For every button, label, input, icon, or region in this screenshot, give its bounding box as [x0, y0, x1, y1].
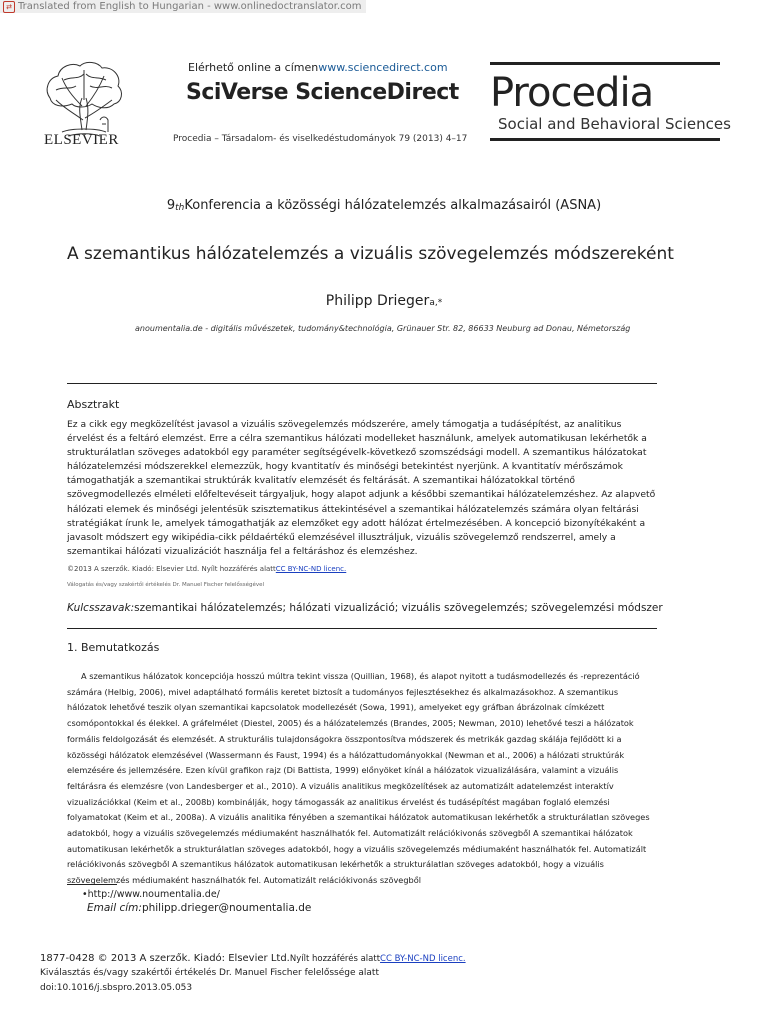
email-address[interactable]: philipp.drieger@noumentalia.de	[141, 902, 312, 914]
translate-icon: ⇄	[3, 1, 15, 13]
translator-banner[interactable]	[0, 0, 366, 13]
elsevier-wordmark: ELSEVIER	[44, 132, 119, 148]
available-prefix: Elérhető online a címen	[188, 61, 319, 74]
email-label: Email cím:	[87, 902, 142, 914]
footnote-email	[87, 902, 311, 914]
procedia-logo-title: Procedia	[490, 70, 654, 116]
footnote-url[interactable]: •http://www.noumentalia.de/	[82, 889, 220, 900]
peer-review-line: Válogatás és/vagy szakértői értékelés Dr. Manuel Fischer felelősségével	[67, 582, 265, 588]
author-line	[0, 293, 768, 309]
introduction-body: A szemantikus hálózatok koncepciója hosszú múltra tekint vissza (Quillian, 1968), és alapot nyitott a tudásmodellezés és -reprezentáció számára (Helbig, 2006), mivel adaptálható formális keretet biztosít a tudományos fejlesztésekhez és alkalmazásokhoz. A szemantikus hálózatok lehetővé teszik olyan szemantikai kapcsolatok modellezését (Sowa, 1991), amelyeket egy gráfban ábrázolnak címkézett csomópontokkal és élekkel. A gráfelmélet (Diestel, 2005) és a hálózatelemzés (Brandes, 2005; Newman, 2010) lehetővé teszi a hálózatok formális feldolgozását és elemzését. A strukturális tulajdonságokra összpontosítva módszerek és metrikák gazdag skálája fejlődött ki a közösségi hálózatok elemzésével (Wassermann és Faust, 1994) és a hálózattudományokkal (Newman et al., 2006) a hálózati struktúrák elemzésére és jellemzésére. Ezen kívül grafikon rajz (Di Battista, 1999) előnyöket kínál a hálózatok vizualizálására, valamint a vizuális feltárásra és elemzésre (von Landesberger et al., 2010). A vizuális analitikus megközelítések az automatizált adatelemzést interaktív vizualizációkkal (Keim et al., 2008b) kombinálják, hogy támogassák az analitikus érvelést és tudásépítést magában foglaló elemzési folyamatokat (Keim et al., 2008a). A vizuális analitika fényében a szemantikai hálózatok automatikusan lekérhetők a strukturálatlan szöveges adatokból, hogy a vizuális szövegelemzés médiumaként használhatók fel. Automatizált relációkivonás szövegből A szemantikai hálózatok automatikusan lekérhetők a strukturálatlan szöveges adatokból, hogy a vizuális szövegelemzés médiumaként használhatók fel. Automatizált relációkivonás szövegből A szemantikus hálózatok automatikusan lekérhetők a strukturálatlan szöveges adatokból, hogy a vizuális szövegelemzés médiumaként használhatók fel. Automatizált relációkivonás szövegből	[67, 671, 650, 886]
open-access-text: Nyílt hozzáférés alatt	[289, 954, 381, 964]
author-name: Philipp Drieger	[325, 293, 430, 309]
procedia-top-rule	[490, 62, 720, 65]
doi-line[interactable]: doi:10.1016/j.sbspro.2013.05.053	[40, 983, 193, 993]
procedia-logo-subtitle: Social and Behavioral Sciences	[498, 115, 731, 133]
conference-number: 9	[166, 198, 176, 213]
keywords-line	[67, 602, 663, 614]
abstract-heading: Absztrakt	[67, 398, 120, 411]
section-heading-introduction: 1. Bemutatkozás	[67, 641, 160, 654]
license-link[interactable]: CC BY-NC-ND licenc.	[275, 565, 347, 573]
sciverse-logo: SciVerse ScienceDirect	[186, 80, 459, 105]
conference-line	[0, 198, 768, 213]
sciencedirect-link[interactable]: www.sciencedirect.com	[318, 61, 448, 74]
footer-license-link[interactable]: CC BY-NC-ND licenc.	[380, 954, 466, 964]
available-online	[188, 61, 448, 74]
abstract-body: Ez a cikk egy megközelítést javasol a vizuális szövegelemzés módszerére, amely támogatja a tudásépítést, az analitikus érvelést és a feltáró elemzést. Erre a célra szemantikus hálózati modelleket használunk, amelyek automatikusan lekérhetők a strukturálatlan szöveges adatokból egy paraméter segítségévelk-következő szomszédsági modell. A szemantikus hálózatokat hálózatelemzési módszerekkel elemezzük, hogy kvantitatív és minőségi betekintést nyerjünk. A kvantitatív mérőszámok támogathatják a szemantikai struktúrák kvalitatív elemzését és feltárását. A szemantikai hálózatokkal történő szövegmodellezés elméleti előfeltevéseit tárgyaljuk, hogy alapot adjunk a későbbi szemantikai hálózatelemzéshez. Az alapvető hálózati elemek és minőségi jelentésük szisztematikus áttekintésével a szemantikai hálózatelemzés számára olyan feltárási stratégiákat írunk le, amelyek támogathatják az elemzőket egy adott hálózat értelmezésében. A koncepció bizonyítékaként a javasolt módszert egy wikipédia-cikk példaértékű elemzésével illusztráljuk, vizuális szövegelemző rendszerrel, amely a szemantikai hálózati vizualizációt használja fel a feltáráshoz és elemzéshez.	[67, 419, 656, 557]
procedia-bottom-rule	[490, 138, 720, 141]
copyright-text: ©2013 A szerzők. Kiadó: Elsevier Ltd. Nyílt hozzáférés alatt	[67, 565, 276, 573]
translator-text: Translated from English to Hungarian - www.onlinedoctranslator.com	[18, 1, 362, 12]
author-affiliation-mark: a,*	[429, 298, 443, 308]
review-line: Kiválasztás és/vagy szakértői értékelés Dr. Manuel Fischer felelőssége alatt	[40, 968, 379, 978]
affiliation: anoumentalia.de - digitális művészetek, tudomány&technológia, Grünauer Str. 82, 86633 Neuburg ad Donau, Németország	[135, 324, 631, 333]
issn-text: 1877-0428 © 2013 A szerzők. Kiadó: Elsevier Ltd.	[40, 953, 290, 964]
paper-title: A szemantikus hálózatelemzés a vizuális szövegelemzés módszereként	[67, 244, 674, 264]
journal-citation: Procedia – Társadalom- és viselkedéstudományok 79 (2013) 4–17	[173, 134, 468, 144]
issn-line	[40, 953, 466, 964]
keywords-bottom-rule	[67, 628, 657, 629]
keywords-label: Kulcsszavak:	[67, 602, 135, 614]
keywords-list: szemantikai hálózatelemzés; hálózati vizualizáció; vizuális szövegelemzés; szövegelemzési módszer	[134, 602, 663, 614]
conference-ordinal: th	[175, 203, 185, 213]
footnote-rule	[67, 884, 117, 885]
abstract-top-rule	[67, 383, 657, 384]
copyright-line	[67, 565, 346, 573]
conference-name: Konferencia a közösségi hálózatelemzés alkalmazásairól (ASNA)	[184, 198, 602, 213]
